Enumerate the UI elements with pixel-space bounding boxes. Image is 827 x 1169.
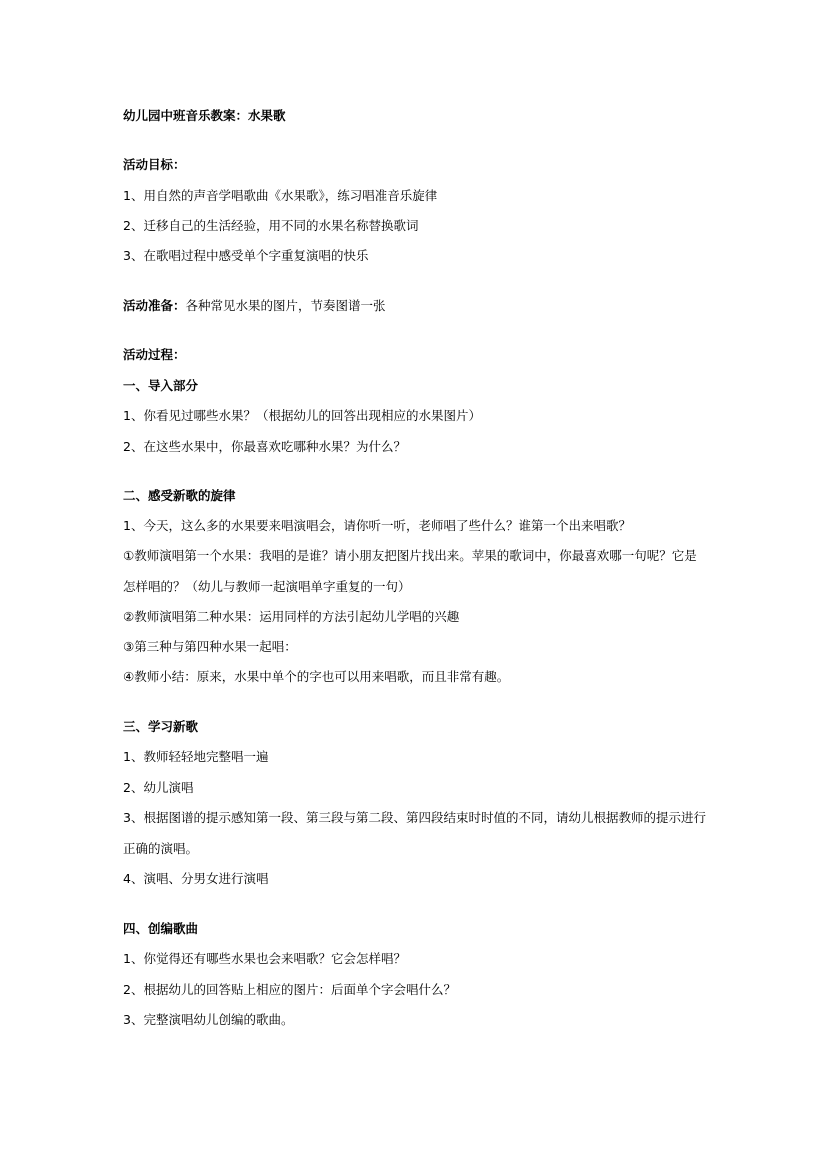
document-title: 幼儿园中班音乐教案：水果歌 [123,108,286,123]
goal-item: 2、迁移自己的生活经验，用不同的水果名称替换歌词 [123,218,419,233]
section-heading: 四、创编歌曲 [123,921,199,936]
section-item: 正确的演唱。 [123,841,199,856]
section-item: ④教师小结：原来，水果中单个的字也可以用来唱歌，而且非常有趣。 [123,669,510,684]
goals-heading: 活动目标： [123,157,186,172]
section-item: 1、你觉得还有哪些水果也会来唱歌？它会怎样唱？ [123,951,406,966]
section-heading: 三、学习新歌 [123,719,199,734]
process-heading: 活动过程： [123,347,186,362]
section-item: 4、演唱、分男女进行演唱 [123,871,269,886]
prep-text: 各种常见水果的图片，节奏图谱一张 [185,298,386,313]
prep-paragraph [123,298,723,314]
section-item: 2、根据幼儿的回答贴上相应的图片：后面单个字会唱什么？ [123,982,456,997]
section-item: 1、今天，这么多的水果要来唱演唱会，请你听一听，老师唱了些什么？谁第一个出来唱歌？ [123,518,631,533]
section-item: ②教师演唱第二种水果：运用同样的方法引起幼儿学唱的兴趣 [123,609,460,624]
section-item: 3、完整演唱幼儿创编的歌曲。 [123,1012,294,1027]
section-item: 3、根据图谱的提示感知第一段、第三段与第二段、第四段结束时时值的不同，请幼儿根据教师的提示进行 [123,810,706,825]
prep-label: 活动准备： [123,298,186,313]
section-item: 怎样唱的？（幼儿与教师一起演唱单字重复的一句） [123,579,411,594]
goal-item: 3、在歌唱过程中感受单个字重复演唱的快乐 [123,248,369,263]
section-item: 1、教师轻轻地完整唱一遍 [123,749,269,764]
section-heading: 二、感受新歌的旋律 [123,488,236,503]
section-item: 2、在这些水果中，你最喜欢吃哪种水果？为什么？ [123,439,406,454]
section-item: ③第三种与第四种水果一起唱： [123,639,297,654]
goal-item: 1、用自然的声音学唱歌曲《水果歌》，练习唱准音乐旋律 [123,188,438,203]
section-item: ①教师演唱第一个水果：我唱的是谁？请小朋友把图片找出来。苹果的歌词中，你最喜欢哪一句呢？它是 [123,548,697,563]
section-heading: 一、导入部分 [123,378,199,393]
section-item: 1、你看见过哪些水果？（根据幼儿的回答出现相应的水果图片） [123,408,481,423]
section-item: 2、幼儿演唱 [123,780,194,795]
